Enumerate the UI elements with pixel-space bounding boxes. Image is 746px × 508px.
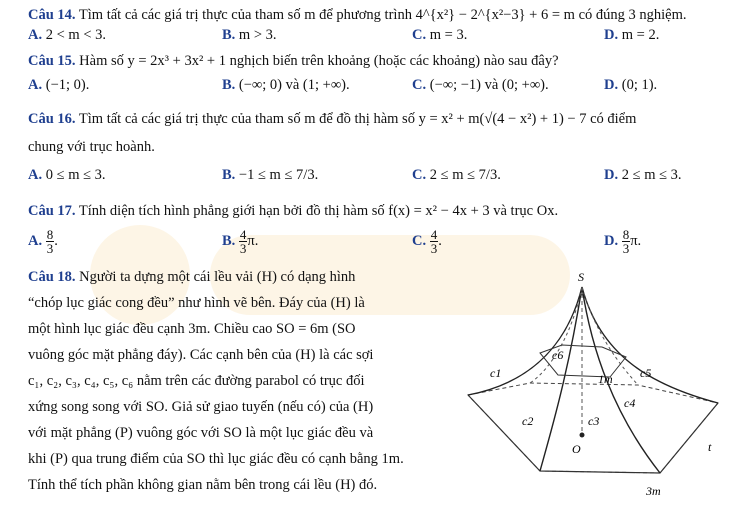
q18-line4: vuông góc mặt phẳng đáy). Các cạnh bên của (H) là các sợi xyxy=(28,347,374,363)
q17-label: Câu 17. xyxy=(28,203,76,219)
label-c2: c2 xyxy=(522,414,534,428)
q15-option-c: C. (−∞; −1) và (0; +∞). xyxy=(412,77,549,93)
q14-label: Câu 14. xyxy=(28,7,76,23)
q17-option-c: C. $\frac{4}{3}$ . xyxy=(412,227,442,256)
label-c3: c3 xyxy=(588,414,600,428)
q16-stem-line2: chung với trục hoành. xyxy=(28,139,155,155)
q17-option-a: A. $\frac{8}{3}$ . xyxy=(28,227,58,256)
label-c4: c4 xyxy=(624,396,636,410)
q14-option-b: B. m > 3. xyxy=(222,27,277,43)
q17-option-d: D. $\frac{8}{3}$ π. xyxy=(604,227,642,256)
base-hexagon xyxy=(468,383,718,473)
label-c6: c6 xyxy=(552,348,564,362)
label-c1: c1 xyxy=(490,366,502,380)
edge-c3 xyxy=(582,287,660,473)
q18-label: Câu 18. xyxy=(28,269,76,285)
label-base-side: 3m xyxy=(646,484,661,498)
q14-option-a: A. 2 < m < 3. xyxy=(28,27,106,43)
q17-stem xyxy=(28,202,558,220)
q14-stem xyxy=(28,6,687,24)
q15-text: Hàm số y = 2x³ + 3x² + 1 nghịch biến trên khoảng (hoặc các khoảng) nào sau đây? xyxy=(79,53,559,69)
q16-stem-line1 xyxy=(28,110,636,128)
q16-option-c: C. 2 ≤ m ≤ 7/3. xyxy=(412,167,501,183)
base-front-edges xyxy=(468,395,718,473)
q14-option-c: C. m = 3. xyxy=(412,27,468,43)
q18-line5: c₁, c₂, c₃, c₄, c₅, c₆ nằm trên các đường parabol có trục đối xyxy=(28,373,365,389)
label-edge-mark: t xyxy=(708,440,712,454)
tent-figure xyxy=(450,265,740,505)
q14-text: Tìm tất cả các giá trị thực của tham số m để phương trình 4^{x²} − 2^{x²−3} + 6 = m có đúng 3 nghiệm. xyxy=(78,7,687,23)
edge-c5 xyxy=(582,287,638,385)
q15-label: Câu 15. xyxy=(28,53,76,69)
q18-line9: Tính thể tích phần không gian nằm bên trong cái lều (H) đó. xyxy=(28,477,378,493)
q18-line6: xứng song song với SO. Giả sử giao tuyến (nếu có) của (H) xyxy=(28,399,374,415)
q14-option-d: D. m = 2. xyxy=(604,27,660,43)
q17-option-b: B. $\frac{4}{3}$ π. xyxy=(222,227,259,256)
q15-option-d: D. (0; 1). xyxy=(604,77,658,93)
label-center: O xyxy=(572,442,581,456)
q18-line1: Câu 18. Người ta dựng một cái lều vải (H) có dạng hình xyxy=(28,269,356,285)
q18-line2: “chóp lục giác cong đều” như hình vẽ bên. Đáy của (H) là xyxy=(28,295,365,311)
label-mid-side: 1m xyxy=(598,372,613,386)
q15-stem xyxy=(28,52,559,70)
q15-option-b: B. (−∞; 0) và (1; +∞). xyxy=(222,77,350,93)
label-apex: S xyxy=(578,270,584,284)
q18-line8: khi (P) qua trung điểm của SO thì lục giác đều có cạnh bằng 1m. xyxy=(28,451,404,467)
q16-option-b: B. −1 ≤ m ≤ 7/3. xyxy=(222,167,319,183)
q16-label: Câu 16. xyxy=(28,111,76,127)
q17-text: Tính diện tích hình phẳng giới hạn bởi đồ thị hàm số f(x) = x² − 4x + 3 và trục Ox. xyxy=(78,203,559,219)
q18-line3: một hình lục giác đều cạnh 3m. Chiều cao SO = 6m (SO xyxy=(28,321,356,337)
q15-option-a: A. (−1; 0). xyxy=(28,77,90,93)
q16-option-d: D. 2 ≤ m ≤ 3. xyxy=(604,167,682,183)
q16-option-a: A. 0 ≤ m ≤ 3. xyxy=(28,167,106,183)
label-c5: c5 xyxy=(640,366,652,380)
q18-line7: với mặt phẳng (P) vuông góc với SO là một lục giác đều và xyxy=(28,425,374,441)
q16-text1: Tìm tất cả các giá trị thực của tham số m để đồ thị hàm số y = x² + m(√(4 − x²) + 1) − 7 có điểm xyxy=(78,111,637,127)
center-point-o xyxy=(580,433,585,438)
